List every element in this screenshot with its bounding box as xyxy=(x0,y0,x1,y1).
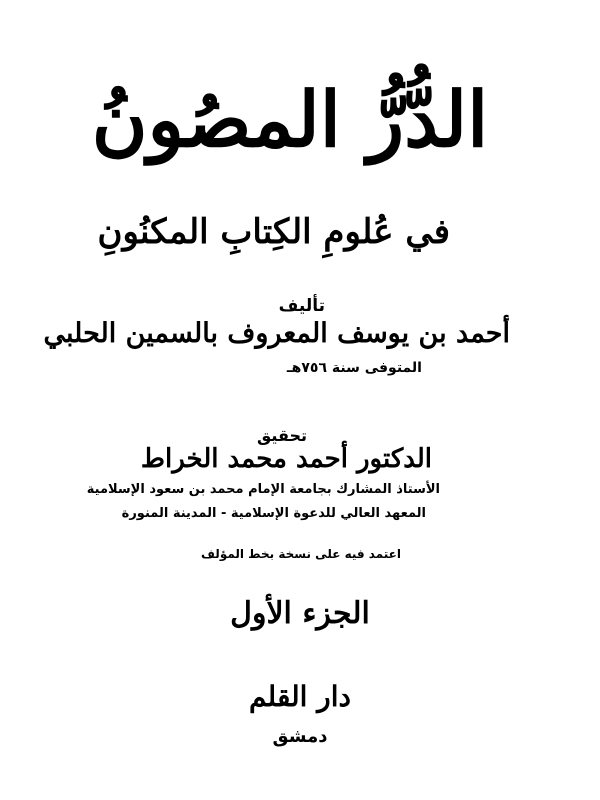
publisher-city: دمشق xyxy=(272,726,328,747)
authorship-label: تأليف xyxy=(278,296,325,316)
book-title: الدُّرُّ المصُونُ xyxy=(91,75,489,164)
publisher-name: دار القلم xyxy=(249,680,351,713)
volume-label: الجزء الأول xyxy=(230,596,370,631)
editor-name: الدكتور أحمد محمد الخراط xyxy=(140,444,432,474)
author-death-note: المتوفى سنة ٧٥٦هـ xyxy=(286,360,422,376)
editing-label: تحقيق xyxy=(256,426,307,445)
editor-position: الأستاذ المشارك بجامعة الإمام محمد بن سعود الإسلامية xyxy=(86,482,440,497)
editor-institute: المعهد العالي للدعوة الإسلامية - المدينة المنورة xyxy=(121,506,426,521)
source-note: اعتمد فيه على نسخة بخط المؤلف xyxy=(201,547,401,561)
author-name: أحمد بن يوسف المعروف بالسمين الحلبي xyxy=(43,318,510,349)
book-subtitle: في عُلومِ الكِتابِ المكنُونِ xyxy=(97,212,450,252)
